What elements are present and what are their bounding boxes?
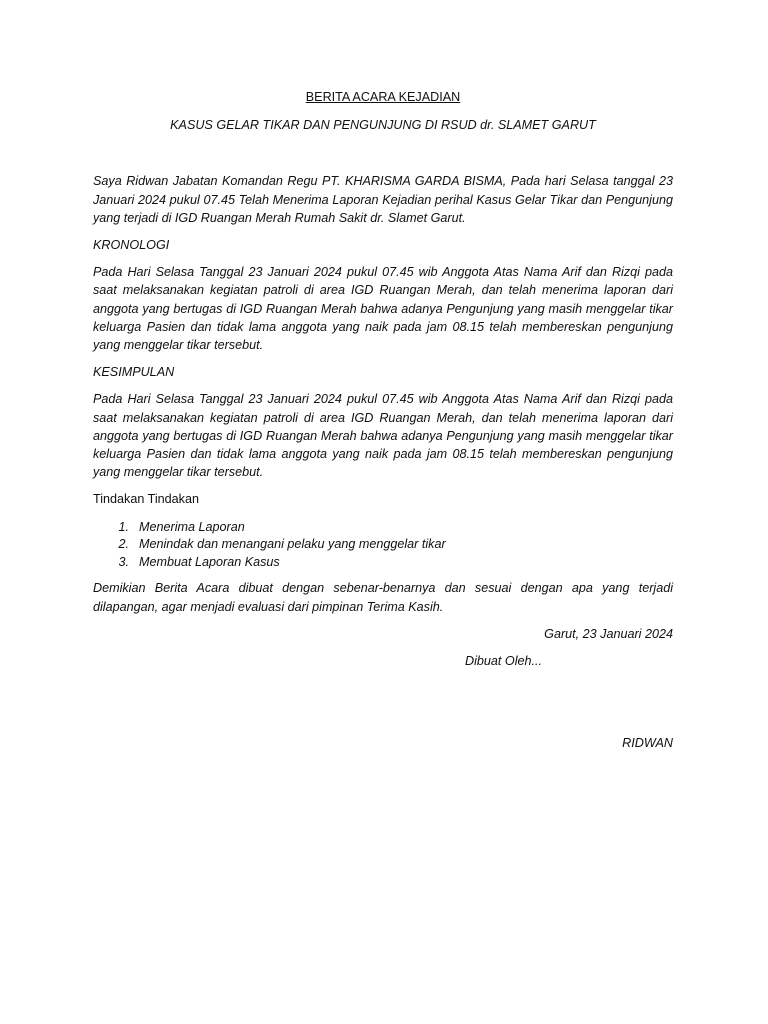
list-item [93, 553, 673, 571]
list-item-text: Menindak dan menangani pelaku yang menggelar tikar [139, 537, 446, 552]
kesimpulan-paragraph: Pada Hari Selasa Tanggal 23 Januari 2024 pukul 07.45 wib Anggota Atas Nama Arif dan Rizqi pada saat melaksanakan kegiatan patroli di area IGD Ruangan Merah, dan telah menerima laporan dari anggota yang bertugas di IGD Ruangan Merah bahwa adanya Pengunjung yang masih menggelar tikar keluarga Pasien dan tidak lama anggota yang naik pada jam 08.15 telah membereskan pengunjung yang menggelar tikar tersebut. [93, 392, 673, 480]
signer-name: RIDWAN [622, 736, 673, 751]
document-page [93, 88, 673, 752]
document-title: BERITA ACARA KEJADIAN [305, 90, 461, 104]
list-item-text: Menerima Laporan [139, 519, 245, 534]
actions-list [93, 518, 673, 571]
actions-heading: Tindakan Tindakan [93, 492, 199, 507]
made-by-label: Dibuat Oleh... [465, 654, 543, 669]
list-item-number: 3. [118, 554, 129, 569]
list-item-number: 1. [118, 519, 129, 534]
list-item-text: Membuat Laporan Kasus [139, 554, 280, 569]
list-item-number: 2. [118, 537, 129, 552]
list-item [93, 535, 673, 553]
list-item [93, 518, 673, 536]
kronologi-paragraph: Pada Hari Selasa Tanggal 23 Januari 2024 pukul 07.45 wib Anggota Atas Nama Arif dan Rizqi pada saat melaksanakan kegiatan patroli di area IGD Ruangan Merah, dan telah menerima laporan dari anggota yang bertugas di IGD Ruangan Merah bahwa adanya Pengunjung yang masih menggelar tikar keluarga Pasien dan tidak lama anggota yang naik pada jam 08.15 telah membereskan pengunjung yang menggelar tikar tersebut. [93, 265, 673, 353]
intro-paragraph: Saya Ridwan Jabatan Komandan Regu PT. KHARISMA GARDA BISMA, Pada hari Selasa tanggal 23 Januari 2024 pukul 07.45 Telah Menerima Laporan Kejadian perihal Kasus Gelar Tikar dan Pengunjung yang terjadi di IGD Ruangan Merah Rumah Sakit dr. Slamet Garut. [93, 174, 673, 225]
kesimpulan-heading: KESIMPULAN [93, 365, 175, 380]
document-subtitle: KASUS GELAR TIKAR DAN PENGUNJUNG DI RSUD dr. SLAMET GARUT [170, 118, 596, 133]
closing-paragraph: Demikian Berita Acara dibuat dengan sebenar-benarnya dan sesuai dengan apa yang terjadi dilapangan, agar menjadi evaluasi dari pimpinan Terima Kasih. [93, 581, 673, 614]
document-date: Garut, 23 Januari 2024 [544, 626, 673, 641]
kronologi-heading: KRONOLOGI [93, 238, 170, 253]
